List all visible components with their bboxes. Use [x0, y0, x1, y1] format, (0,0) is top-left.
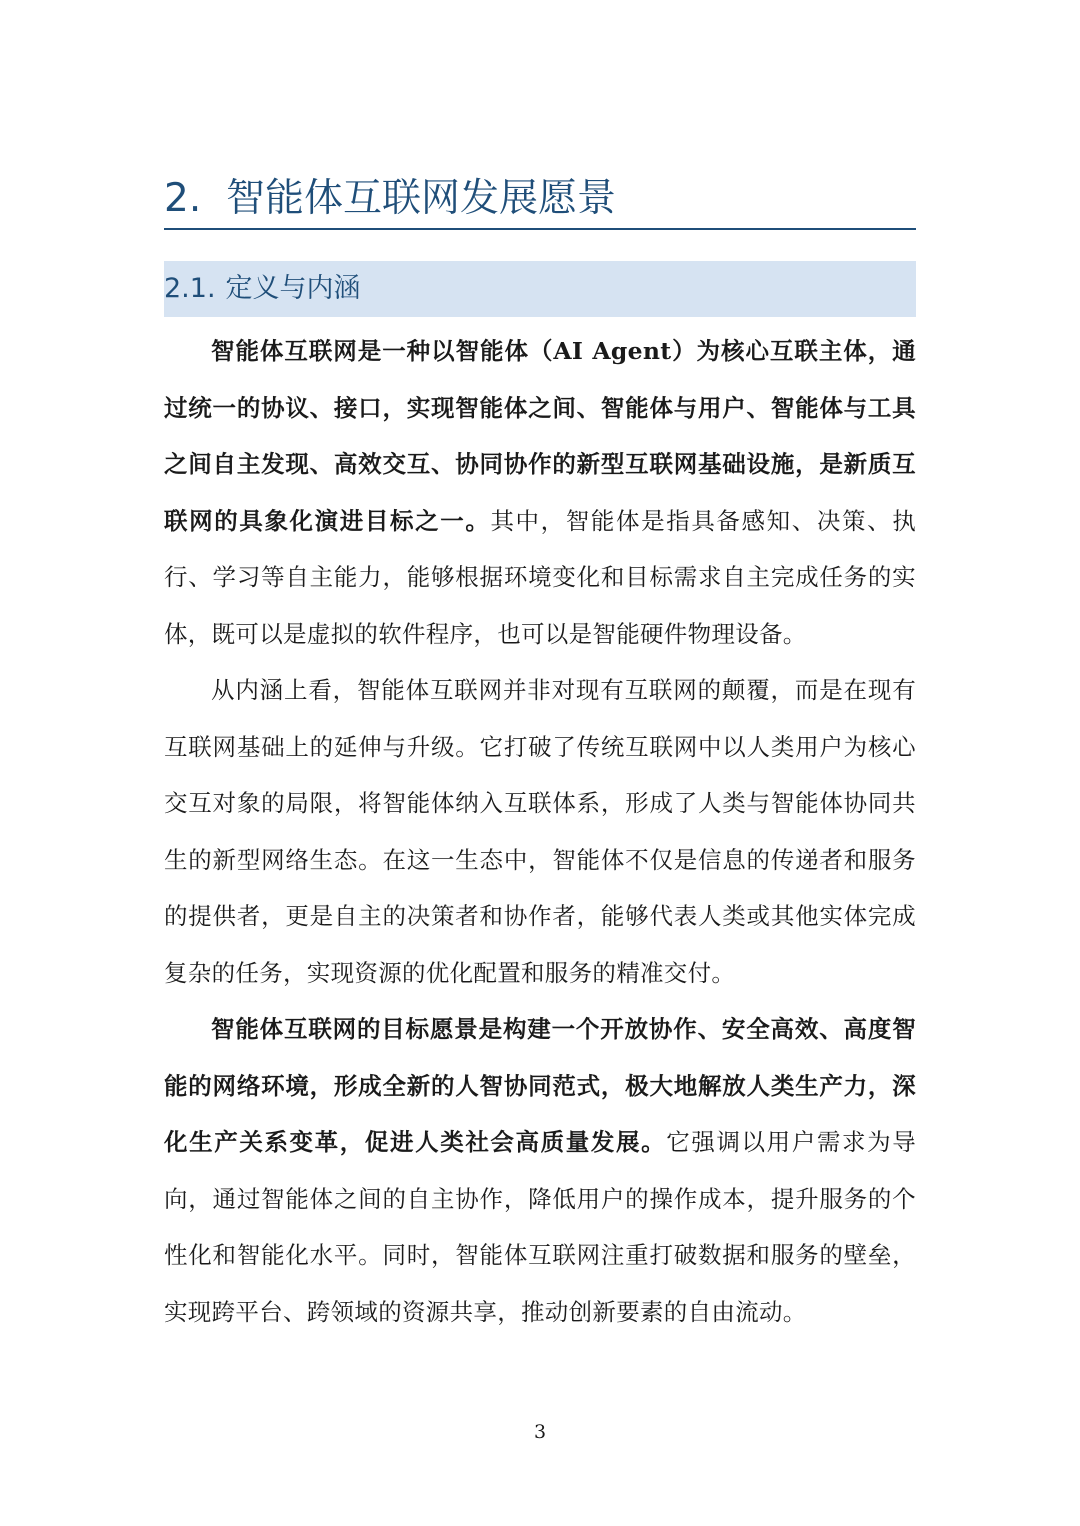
- paragraph-vision-normal: 它强调以用户需求为导向，通过智能体之间的自主协作，降低用户的操作成本，提升服务的个性化和智能化水平。同时，智能体互联网注重打破数据和服务的壁垒，实现跨平台、跨领域的资源共享，推动创新要素的自由流动。: [164, 1128, 917, 1326]
- section-number: 2.1.: [164, 273, 216, 304]
- section-title-text: 定义与内涵: [225, 273, 361, 304]
- paragraph-vision: [164, 1001, 916, 1340]
- page-number: 3: [533, 1421, 547, 1443]
- paragraph-definition-bold: 智能体互联网是一种以智能体（AI Agent）为核心互联主体，通过统一的协议、接口，实现智能体之间、智能体与用户、智能体与工具之间自主发现、高效交互、协同协作的新型互联网基础设施，是新质互联网的具象化演进目标之一。: [164, 337, 916, 535]
- body-text: [164, 323, 916, 1340]
- paragraph-vision-bold: 智能体互联网的目标愿景是构建一个开放协作、安全高效、高度智能的网络环境，形成全新的人智协同范式，极大地解放人类生产力，深化生产关系变革，促进人类社会高质量发展。: [164, 1015, 916, 1156]
- paragraph-definition: [164, 323, 916, 662]
- paragraph-definition-normal: 其中，智能体是指具备感知、决策、执行、学习等自主能力，能够根据环境变化和目标需求自主完成任务的实体，既可以是虚拟的软件程序，也可以是智能硬件物理设备。: [164, 506, 916, 648]
- paragraph-connotation: [164, 662, 916, 1001]
- paragraph-connotation-normal: 从内涵上看，智能体互联网并非对现有互联网的颠覆，而是在现有互联网基础上的延伸与升级。它打破了传统互联网中以人类用户为核心交互对象的局限，将智能体纳入互联体系，形成了人类与智能体协同共生的新型网络生态。在这一生态中，智能体不仅是信息的传递者和服务的提供者，更是自主的决策者和协作者，能够代表人类或其他实体完成复杂的任务，实现资源的优化配置和服务的精准交付。: [164, 676, 916, 987]
- chapter-heading: [164, 170, 916, 230]
- chapter-number: 2.: [164, 176, 202, 221]
- section-heading: [164, 261, 916, 317]
- chapter-title-text: 智能体互联网发展愿景: [226, 176, 617, 221]
